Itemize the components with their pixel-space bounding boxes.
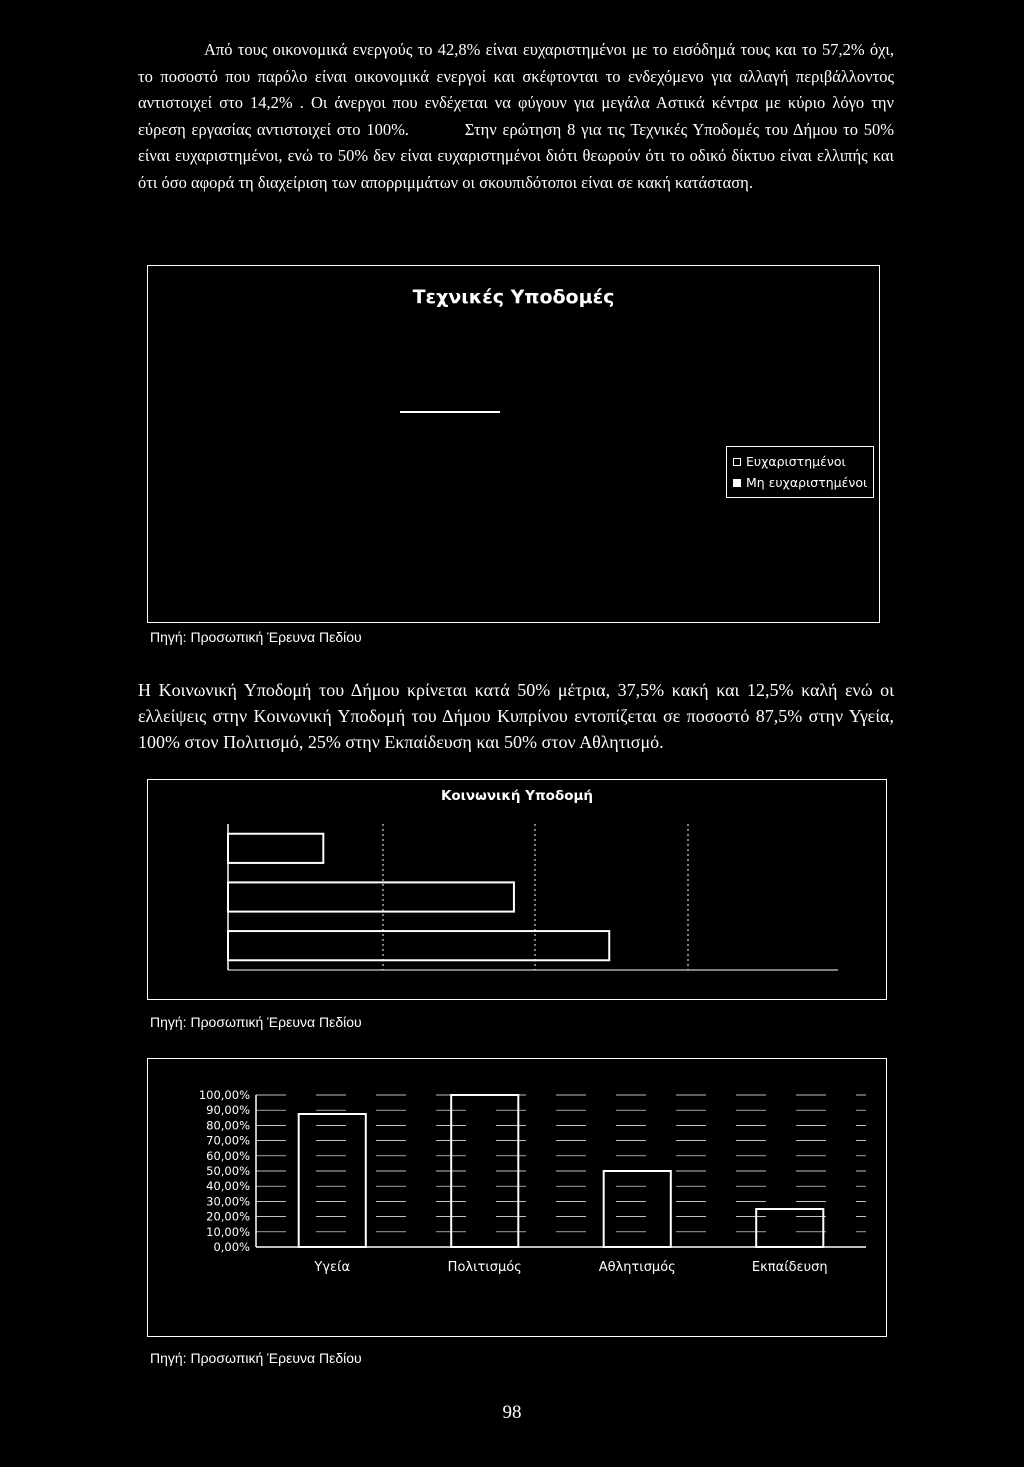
y-tick-label: 50,00%: [206, 1164, 250, 1178]
paragraph-question-8: Στην ερώτηση 8 για τις Τεχνικές Υποδομές του Δήμου το 50% είναι ευχαριστημένοι, ενώ το 50% δεν είναι ευχαριστημένοι διότι θεωρούν ότι το οδικό δίκτυο είναι ελλιπής και ότι όσο αφορά τη διαχείριση των απορριμμάτων οι σκουπιδότοποι είναι σε κακή κατάσταση.: [138, 119, 895, 192]
y-tick-label: 90,00%: [206, 1103, 250, 1118]
shortages-chart: [147, 1058, 887, 1337]
bar-μέτρια: [228, 931, 609, 960]
chart-legend: [726, 446, 874, 498]
y-tick-label: 10,00%: [206, 1224, 250, 1239]
chart-title: Τεχνικές Υποδομές: [412, 286, 615, 308]
y-tick-label: 100,00%: [198, 1088, 250, 1102]
legend-item-satisfied: [733, 451, 867, 472]
page-number: 98: [502, 1402, 522, 1423]
social-infrastructure-chart: [147, 779, 887, 1000]
legend-swatch-empty: [733, 458, 741, 466]
legend-label: Μη ευχαριστημένοι: [746, 475, 868, 490]
bar-καλή: [228, 834, 323, 863]
bar-Αθλητισμός: [604, 1171, 671, 1247]
x-tick-label: Υγεία: [314, 1260, 351, 1275]
y-tick-label: 20,00%: [206, 1209, 250, 1224]
bar-Εκπαίδευση: [756, 1209, 823, 1247]
x-tick-label: Εκπαίδευση: [751, 1260, 828, 1275]
source-note: Πηγή: Προσωπική Έρευνα Πεδίου: [150, 629, 362, 645]
x-tick-label: Αθλητισμός: [598, 1260, 676, 1275]
y-tick-label: 0,00%: [213, 1240, 250, 1254]
x-tick-label: Πολιτισμός: [447, 1260, 522, 1275]
y-tick-label: 70,00%: [206, 1133, 250, 1148]
y-tick-label: 60,00%: [206, 1148, 250, 1163]
bar-κακή: [228, 882, 514, 911]
y-tick-label: 40,00%: [206, 1179, 250, 1194]
social-infrastructure-paragraph: [138, 677, 894, 755]
legend-item-unsatisfied: [733, 472, 867, 493]
bar-Υγεία: [299, 1114, 366, 1247]
technical-infrastructure-chart: [147, 265, 880, 623]
horizontal-bar-chart: [148, 780, 888, 1001]
intro-paragraph: [138, 37, 894, 196]
legend-label: Ευχαριστημένοι: [746, 454, 846, 469]
column-chart: [148, 1059, 888, 1338]
source-note: Πηγή: Προσωπική Έρευνα Πεδίου: [150, 1350, 362, 1366]
y-tick-label: 30,00%: [206, 1194, 250, 1209]
chart-title: Κοινωνική Υποδομή: [440, 788, 594, 804]
paragraph-text: Η Κοινωνική Υποδομή του Δήμου κρίνεται κατά 50% μέτρια, 37,5% κακή και 12,5% καλή ενώ οι ελλείψεις στην Κοινωνική Υποδομή του Δήμου Κυπρίνου εντοπίζεται σε ποσοστό 87,5% στην Υγεία, 100% στον Πολιτισμό, 25% στην Εκπαίδευση και 50% στον Αθλητισμό.: [138, 680, 894, 752]
y-tick-label: 80,00%: [206, 1118, 250, 1133]
pie-chart: [148, 266, 881, 624]
paragraph-lead: Από τους οικονομικά ενεργούς το 42,8% είναι ευχαριστημένοι με το εισόδημά τους και το 57,2% όχι, το ποσοστό που παρόλο είναι οικονομικά ενεργοί και σκέφτονται το ενδεχόμενο για αλλαγή περιβάλλοντος αντιστοιχεί στο 14,2% . Οι άνεργοι που ενδέχεται να φύγουν για μεγάλα Αστικά κέντρα με κύριο λόγο την εύρεση εργασίας αντιστοιχεί στο 100%.: [138, 40, 894, 139]
legend-swatch-filled: [733, 479, 741, 487]
source-note: Πηγή: Προσωπική Έρευνα Πεδίου: [150, 1014, 362, 1030]
